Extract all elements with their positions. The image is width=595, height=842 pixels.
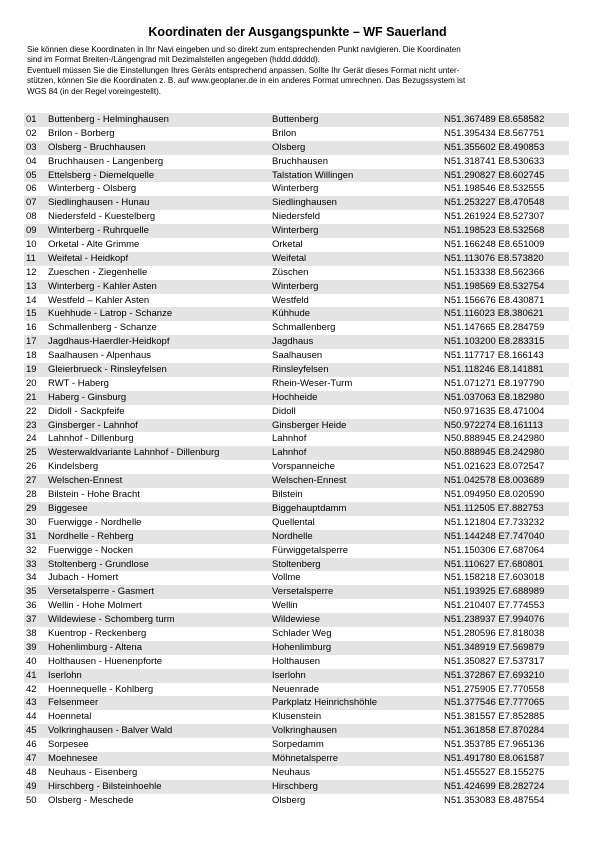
- row-number: 42: [26, 683, 37, 695]
- route-name: Hoennequelle - Kohlberg: [48, 683, 154, 695]
- start-point: Brilon: [272, 127, 297, 139]
- start-point: Hirschberg: [272, 780, 318, 792]
- table-row: [24, 252, 569, 266]
- coordinates: N51.350827 E7.537317: [444, 655, 545, 667]
- table-row: [24, 696, 569, 710]
- table-row: [24, 571, 569, 585]
- route-name: Didoll - Sackpfeife: [48, 405, 125, 417]
- coordinates: N51.253227 E8.470548: [444, 197, 545, 209]
- row-number: 48: [26, 766, 37, 778]
- coordinates: N51.110627 E7.680801: [444, 558, 544, 570]
- coordinates: N51.348919 E7.569879: [444, 641, 545, 653]
- row-number: 32: [26, 544, 37, 556]
- route-name: Saalhausen - Alpenhaus: [48, 350, 151, 362]
- coordinates: N50.888945 E8.242980: [444, 447, 545, 459]
- start-point: Lahnhof: [272, 447, 307, 459]
- row-number: 30: [26, 516, 37, 528]
- route-name: Buttenberg - Helminghausen: [48, 114, 169, 125]
- coordinates: N51.071271 E8.197790: [444, 377, 545, 389]
- start-point: Hochheide: [272, 391, 318, 403]
- table-row: [24, 655, 569, 669]
- start-point: Nordhelle: [272, 530, 313, 542]
- route-name: Weifetal - Heidkopf: [48, 252, 129, 264]
- coordinates: N51.210407 E7.774553: [444, 600, 545, 612]
- start-point: Orketal: [272, 239, 303, 251]
- row-number: 36: [26, 600, 37, 612]
- row-number: 09: [26, 225, 37, 237]
- row-number: 11: [26, 252, 36, 264]
- table-row: [24, 210, 569, 224]
- route-name: Hohenlimburg - Altena: [48, 641, 142, 653]
- route-name: Ettelsberg - Diemelquelle: [48, 169, 155, 181]
- start-point: Didoll: [272, 405, 296, 417]
- table-row: [24, 474, 569, 488]
- start-point: Rinsleyfelsen: [272, 364, 329, 376]
- start-point: Vorspanneiche: [272, 461, 335, 473]
- start-point: Volkringhausen: [272, 725, 337, 737]
- table-row: [24, 169, 569, 183]
- row-number: 45: [26, 725, 37, 737]
- route-name: RWT - Haberg: [48, 377, 109, 389]
- start-point: Vollme: [272, 572, 301, 584]
- start-point: Lahnhof: [272, 433, 307, 445]
- row-number: 03: [26, 141, 37, 153]
- table-row: [24, 780, 569, 794]
- coordinates: N51.153338 E8.562366: [444, 266, 545, 278]
- coordinates: N51.395434 E8.567751: [444, 127, 545, 139]
- row-number: 35: [26, 586, 37, 598]
- intro-line: stützen, können Sie die Koordinaten z. B. auf www.geoplaner.de in ein anderes Format umrechnen. Das Bezugssystem ist: [27, 76, 466, 86]
- route-name: Bilstein - Hohe Bracht: [48, 489, 140, 501]
- row-number: 25: [26, 447, 37, 459]
- start-point: Sorpedamm: [272, 739, 324, 751]
- start-point: Rhein-Weser-Turm: [272, 377, 353, 389]
- coordinates: N51.094950 E8.020590: [444, 489, 545, 501]
- table-row: [24, 502, 569, 516]
- row-number: 14: [26, 294, 37, 306]
- coordinates: N51.150306 E7.687064: [444, 544, 545, 556]
- start-point: Klusenstein: [272, 711, 322, 723]
- route-name: Zueschen - Ziegenhelle: [48, 266, 148, 278]
- route-name: Winterberg - Ruhrquelle: [48, 225, 149, 237]
- coordinates: N51.424699 E8.282724: [444, 780, 545, 792]
- route-name: Sorpesee: [48, 739, 89, 751]
- start-point: Niedersfeld: [272, 211, 321, 223]
- intro-line: Sie können diese Koordinaten in Ihr Navi eingeben und so direkt zum entsprechenden Punkt navigieren. Die Koordinaten: [27, 45, 461, 54]
- row-number: 21: [26, 391, 37, 403]
- start-point: Westfeld: [272, 294, 309, 306]
- table-row: [24, 294, 569, 308]
- start-point: Holthausen: [272, 655, 321, 667]
- row-number: 17: [26, 336, 37, 348]
- route-name: Stoltenberg - Grundlose: [48, 558, 149, 570]
- route-name: Neuhaus - Eisenberg: [48, 766, 138, 778]
- route-name: Welschen-Ennest: [48, 475, 123, 487]
- start-point: Winterberg: [272, 280, 319, 292]
- row-number: 49: [26, 780, 37, 792]
- table-row: [24, 446, 569, 460]
- coordinates: N51.361858 E7.870284: [444, 725, 545, 737]
- coordinates: N51.113076 E8.573820: [444, 252, 544, 264]
- route-name: Kindelsberg: [48, 461, 99, 473]
- table-row: [24, 488, 569, 502]
- table-row: [24, 127, 569, 141]
- row-number: 24: [26, 433, 37, 445]
- table-row: [24, 280, 569, 294]
- route-name: Schmallenberg - Schanze: [48, 322, 157, 334]
- coordinates: N50.972274 E8.161113: [444, 419, 543, 431]
- intro-line: WGS 84 (in der Regel voreingestellt).: [27, 86, 162, 96]
- row-number: 39: [26, 641, 37, 653]
- table-row: [24, 752, 569, 766]
- table-row: [24, 419, 569, 433]
- start-point: Bilstein: [272, 489, 303, 501]
- route-name: Haberg - Ginsburg: [48, 391, 127, 403]
- route-name: Westerwaldvariante Lahnhof - Dillenburg: [48, 447, 220, 459]
- table-row: [24, 182, 569, 196]
- row-number: 18: [26, 350, 37, 362]
- coordinates: N51.117717 E8.166143: [444, 350, 544, 362]
- coordinates: N51.353785 E7.965136: [444, 739, 545, 751]
- row-number: 19: [26, 364, 37, 376]
- coordinates: N51.156676 E8.430871: [444, 294, 545, 306]
- route-name: Wellin - Hohe Molmert: [48, 600, 142, 612]
- table-row: [24, 391, 569, 405]
- coordinates: N51.381557 E7.852885: [444, 711, 545, 723]
- route-name: Volkringhausen - Balver Wald: [48, 725, 173, 737]
- start-point: Jagdhaus: [272, 336, 314, 348]
- row-number: 34: [26, 572, 37, 584]
- table-row: [24, 155, 569, 169]
- row-number: 28: [26, 489, 37, 501]
- row-number: 46: [26, 739, 37, 751]
- coordinates: N51.280596 E7.818038: [444, 627, 545, 639]
- start-point: Wildewiese: [272, 614, 321, 626]
- start-point: Parkplatz Heinrichshöhle: [272, 697, 378, 709]
- coordinates: N51.377546 E7.777065: [444, 697, 545, 709]
- route-name: Hoennetal: [48, 711, 92, 723]
- intro-line: Eventuell müssen Sie die Einstellungen Ihres Geräts entsprechend anpassen. Sollte Ihr Gerät dieses Format nicht unter-: [27, 65, 460, 75]
- table-row: [24, 196, 569, 210]
- table-row: [24, 460, 569, 474]
- table-row: [24, 321, 569, 335]
- start-point: Talstation Willingen: [272, 169, 354, 181]
- route-name: Olsberg - Meschede: [48, 794, 134, 806]
- row-number: 47: [26, 752, 37, 764]
- start-point: Quellental: [272, 516, 315, 528]
- row-number: 50: [26, 794, 37, 806]
- table-row: [24, 627, 569, 641]
- route-name: Biggesee: [48, 502, 88, 514]
- coordinates: N51.455527 E8.155275: [444, 766, 545, 778]
- route-name: Holthausen - Huenenpforte: [48, 655, 163, 667]
- row-number: 05: [26, 169, 37, 181]
- start-point: Schlader Weg: [272, 627, 332, 639]
- start-point: Neuenrade: [272, 683, 320, 695]
- table-row: [24, 141, 569, 155]
- start-point: Iserlohn: [272, 669, 306, 681]
- row-number: 26: [26, 461, 37, 473]
- route-name: Winterberg - Kahler Asten: [48, 280, 157, 292]
- row-number: 08: [26, 211, 37, 223]
- route-name: Versetalsperre - Gasmert: [48, 586, 155, 598]
- coordinates: N51.238937 E7.994076: [444, 614, 545, 626]
- row-number: 02: [26, 127, 37, 139]
- route-name: Nordhelle - Rehberg: [48, 530, 134, 542]
- table-row: [24, 530, 569, 544]
- start-point: Versetalsperre: [272, 586, 334, 598]
- coordinates: N51.275905 E7.770558: [444, 683, 545, 695]
- coordinates: N51.121804 E7.733232: [444, 516, 545, 528]
- start-point: Winterberg: [272, 225, 319, 237]
- coordinates: N51.355602 E8.490853: [444, 141, 545, 153]
- route-name: Gleierbrueck - Rinsleyfelsen: [48, 364, 167, 376]
- coordinates: N51.353083 E8.487554: [444, 794, 545, 806]
- coordinates: N51.147665 E8.284759: [444, 322, 545, 334]
- table-row: [24, 349, 569, 363]
- route-name: Jubach - Homert: [48, 572, 119, 584]
- table-row: [24, 641, 569, 655]
- table-row: [24, 794, 569, 808]
- row-number: 38: [26, 627, 37, 639]
- row-number: 40: [26, 655, 37, 667]
- intro-text: [27, 45, 572, 97]
- coordinates: N51.318741 E8.530633: [444, 155, 545, 167]
- start-point: Welschen-Ennest: [272, 475, 347, 487]
- table-row: [24, 558, 569, 572]
- route-name: Bruchhausen - Langenberg: [48, 155, 164, 167]
- start-point: Siedlinghausen: [272, 197, 337, 209]
- coordinates: N51.037063 E8.182980: [444, 391, 545, 403]
- route-name: Kuentrop - Reckenberg: [48, 627, 147, 639]
- table-row: [24, 544, 569, 558]
- coordinates: N50.971635 E8.471004: [444, 405, 545, 417]
- coordinates: N51.198523 E8.532568: [444, 225, 545, 237]
- coordinates: N51.166248 E8.651009: [444, 239, 545, 251]
- coordinates: N51.198569 E8.532754: [444, 280, 545, 292]
- row-number: 07: [26, 197, 37, 209]
- start-point: Hohenlimburg: [272, 641, 332, 653]
- route-name: Ginsberger - Lahnhof: [48, 419, 138, 431]
- start-point: Buttenberg: [272, 114, 319, 125]
- route-name: Fuerwigge - Nordhelle: [48, 516, 142, 528]
- route-name: Fuerwigge - Nocken: [48, 544, 134, 556]
- route-name: Wildewiese - Schomberg turm: [48, 614, 175, 626]
- route-name: Lahnhof - Dillenburg: [48, 433, 134, 445]
- start-point: Bruchhausen: [272, 155, 328, 167]
- row-number: 41: [26, 669, 37, 681]
- row-number: 37: [26, 614, 37, 626]
- start-point: Olsberg: [272, 794, 306, 806]
- row-number: 04: [26, 155, 37, 167]
- coordinates: N51.103200 E8.283315: [444, 336, 545, 348]
- row-number: 13: [26, 280, 37, 292]
- route-name: Orketal - Alte Grimme: [48, 239, 140, 251]
- coordinates: N50.888945 E8.242980: [444, 433, 545, 445]
- table-row: [24, 307, 569, 321]
- start-point: Stoltenberg: [272, 558, 321, 570]
- table-row: [24, 669, 569, 683]
- row-number: 44: [26, 711, 37, 723]
- coordinates: N51.372867 E7.693210: [444, 669, 545, 681]
- route-name: Jagdhaus-Haerdler-Heidkopf: [48, 336, 170, 348]
- row-number: 33: [26, 558, 37, 570]
- route-name: Niedersfeld - Kuestelberg: [48, 211, 156, 223]
- row-number: 20: [26, 377, 37, 389]
- table-row: [24, 238, 569, 252]
- start-point: Fürwiggetalsperre: [272, 544, 349, 556]
- start-point: Olsberg: [272, 141, 306, 153]
- coordinates: N51.491780 E8.061587: [444, 752, 545, 764]
- table-row: [24, 710, 569, 724]
- route-name: Brilon - Borberg: [48, 127, 115, 139]
- row-number: 16: [26, 322, 37, 334]
- route-name: Westfeld – Kahler Asten: [48, 294, 150, 306]
- coordinates: N51.367489 E8.658582: [444, 114, 545, 125]
- start-point: Möhnetalsperre: [272, 752, 339, 764]
- route-name: Olsberg - Bruchhausen: [48, 141, 146, 153]
- route-name: Winterberg - Olsberg: [48, 183, 137, 195]
- coordinates: N51.198546 E8.532555: [444, 183, 545, 195]
- row-number: 23: [26, 419, 37, 431]
- row-number: 12: [26, 266, 37, 278]
- row-number: 22: [26, 405, 37, 417]
- row-number: 43: [26, 697, 37, 709]
- table-row: [24, 266, 569, 280]
- table-row: [24, 585, 569, 599]
- coordinates: N51.042578 E8.003689: [444, 475, 545, 487]
- table-row: [24, 377, 569, 391]
- start-point: Weifetal: [272, 252, 307, 264]
- row-number: 27: [26, 475, 37, 487]
- start-point: Biggehauptdamm: [272, 502, 347, 514]
- start-point: Winterberg: [272, 183, 319, 195]
- coordinates: N51.158218 E7.603018: [444, 572, 545, 584]
- coordinates: N51.112505 E7.882753: [444, 502, 544, 514]
- coordinates: N51.021623 E8.072547: [444, 461, 545, 473]
- intro-line: sind im Format Breiten-/Längengrad mit Dezimalstellen angegeben (hddd.ddddd).: [27, 55, 320, 65]
- route-name: Moehnesee: [48, 752, 98, 764]
- table-row: [24, 432, 569, 446]
- table-row: [24, 516, 569, 530]
- coordinates: N51.144248 E7.747040: [444, 530, 545, 542]
- start-point: Züschen: [272, 266, 309, 278]
- table-row: [24, 224, 569, 238]
- row-number: 29: [26, 502, 37, 514]
- coordinates: N51.193925 E7.688989: [444, 586, 545, 598]
- table-row: [24, 766, 569, 780]
- start-point: Wellin: [272, 600, 298, 612]
- route-name: Felsenmeer: [48, 697, 99, 709]
- table-row: [24, 363, 569, 377]
- start-point: Schmallenberg: [272, 322, 336, 334]
- coordinates: N51.116023 E8.380621: [444, 308, 544, 320]
- start-point: Neuhaus: [272, 766, 311, 778]
- coordinates: N51.290827 E8.602745: [444, 169, 545, 181]
- row-number: 15: [26, 308, 37, 320]
- row-number: 10: [26, 239, 37, 251]
- route-name: Hirschberg - Bilsteinhoehle: [48, 780, 162, 792]
- table-row: [24, 599, 569, 613]
- table-row: [24, 405, 569, 419]
- route-name: Siedlinghausen - Hunau: [48, 197, 150, 209]
- route-name: Iserlohn: [48, 669, 82, 681]
- table-row: [24, 113, 569, 127]
- row-number: 31: [26, 530, 37, 542]
- table-row: [24, 738, 569, 752]
- coordinates: N51.261924 E8.527307: [444, 211, 545, 223]
- coordinates: N51.118246 E8.141881: [444, 364, 544, 376]
- table-row: [24, 724, 569, 738]
- table-row: [24, 683, 569, 697]
- row-number: 06: [26, 183, 37, 195]
- table-row: [24, 613, 569, 627]
- start-point: Kühhude: [272, 308, 311, 320]
- row-number: 01: [26, 114, 37, 125]
- route-name: Kuehhude - Latrop - Schanze: [48, 308, 173, 320]
- start-point: Saalhausen: [272, 350, 323, 362]
- coordinates-table: [24, 113, 569, 808]
- page-title: Koordinaten der Ausgangspunkte – WF Sauerland: [148, 25, 447, 39]
- start-point: Ginsberger Heide: [272, 419, 347, 431]
- table-row: [24, 335, 569, 349]
